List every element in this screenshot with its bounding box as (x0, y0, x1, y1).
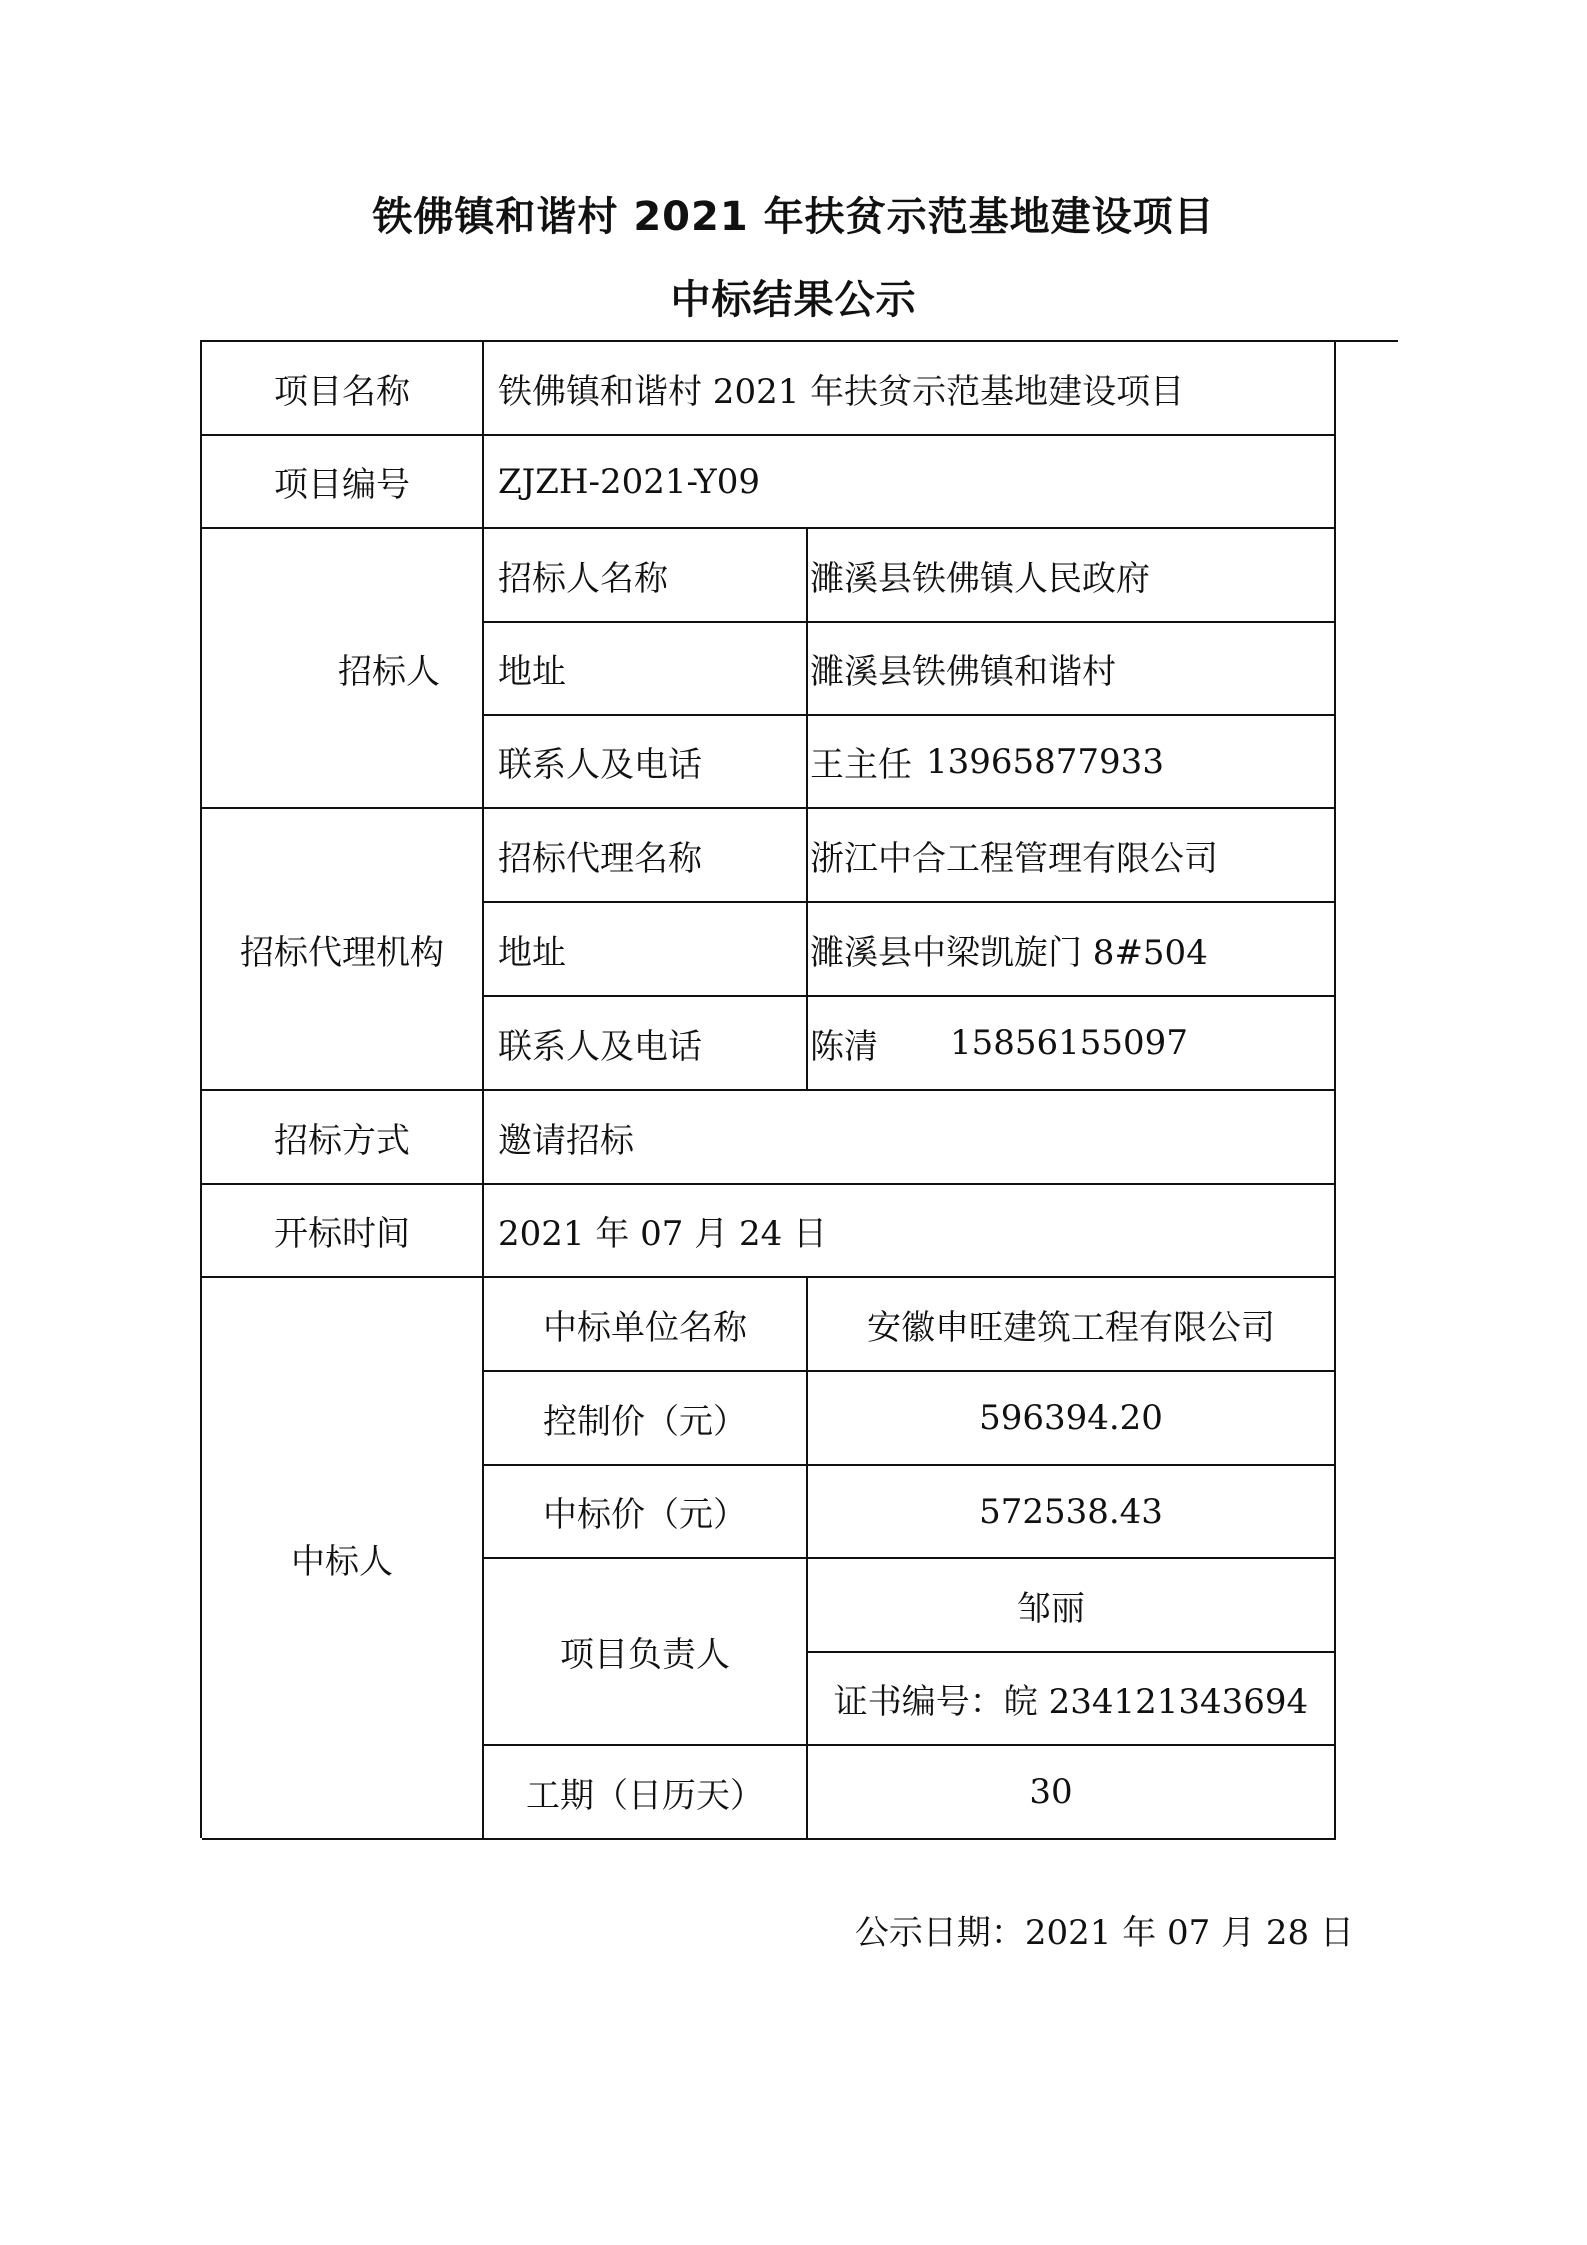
tenderer-name-value: 濉溪县铁佛镇人民政府 (808, 529, 1336, 623)
agency-name-value: 浙江中合工程管理有限公司 (808, 809, 1336, 903)
project-no-value: ZJZH-2021-Y09 (484, 436, 1336, 529)
tenderer-contact-name: 王主任 (810, 745, 912, 785)
tenderer-address-value: 濉溪县铁佛镇和谐村 (808, 623, 1336, 716)
agency-contact-label: 联系人及电话 (484, 997, 808, 1091)
agency-name-label: 招标代理名称 (484, 809, 808, 903)
control-price-value: 596394.20 (808, 1372, 1336, 1466)
tenderer-contact-value (808, 716, 1336, 809)
bid-price-value: 572538.43 (808, 1466, 1336, 1559)
page-title: 铁佛镇和谐村 2021 年扶贫示范基地建设项目 (372, 194, 1215, 240)
open-time-value: 2021 年 07 月 24 日 (484, 1185, 1336, 1278)
tenderer-contact-label: 联系人及电话 (484, 716, 808, 809)
project-name-value: 铁佛镇和谐村 2021 年扶贫示范基地建设项目 (484, 342, 1336, 436)
manager-name: 邹丽 (808, 1559, 1336, 1653)
winner-unit-label: 中标单位名称 (484, 1278, 808, 1372)
manager-cert: 证书编号：皖 234121343694 (808, 1653, 1336, 1746)
bid-price-label: 中标价（元） (484, 1466, 808, 1559)
method-label: 招标方式 (202, 1091, 484, 1185)
project-name-label: 项目名称 (202, 342, 484, 436)
winner-group-label: 中标人 (202, 1278, 484, 1840)
winner-unit-value: 安徽申旺建筑工程有限公司 (808, 1278, 1336, 1372)
open-time-label: 开标时间 (202, 1185, 484, 1278)
tenderer-address-label: 地址 (484, 623, 808, 716)
result-table (200, 340, 1398, 1838)
agency-contact-value (808, 997, 1336, 1091)
agency-address-label: 地址 (484, 903, 808, 997)
agency-contact-phone: 15856155097 (950, 1023, 1188, 1063)
duration-value: 30 (808, 1746, 1336, 1840)
method-value: 邀请招标 (484, 1091, 1336, 1185)
tenderer-group-label: 招标人 (202, 529, 484, 809)
agency-contact-name: 陈清 (810, 1026, 878, 1067)
publish-date: 公示日期：2021 年 07 月 28 日 (854, 1913, 1354, 1953)
agency-group-label: 招标代理机构 (202, 809, 484, 1091)
tenderer-contact-phone: 13965877933 (926, 741, 1164, 782)
project-no-label: 项目编号 (202, 436, 484, 529)
tenderer-name-label: 招标人名称 (484, 529, 808, 623)
control-price-label: 控制价（元） (484, 1372, 808, 1466)
duration-label: 工期（日历天） (484, 1746, 808, 1840)
page-subtitle: 中标结果公示 (670, 277, 917, 323)
manager-label: 项目负责人 (484, 1559, 808, 1746)
agency-address-value: 濉溪县中梁凯旋门 8#504 (808, 903, 1336, 997)
